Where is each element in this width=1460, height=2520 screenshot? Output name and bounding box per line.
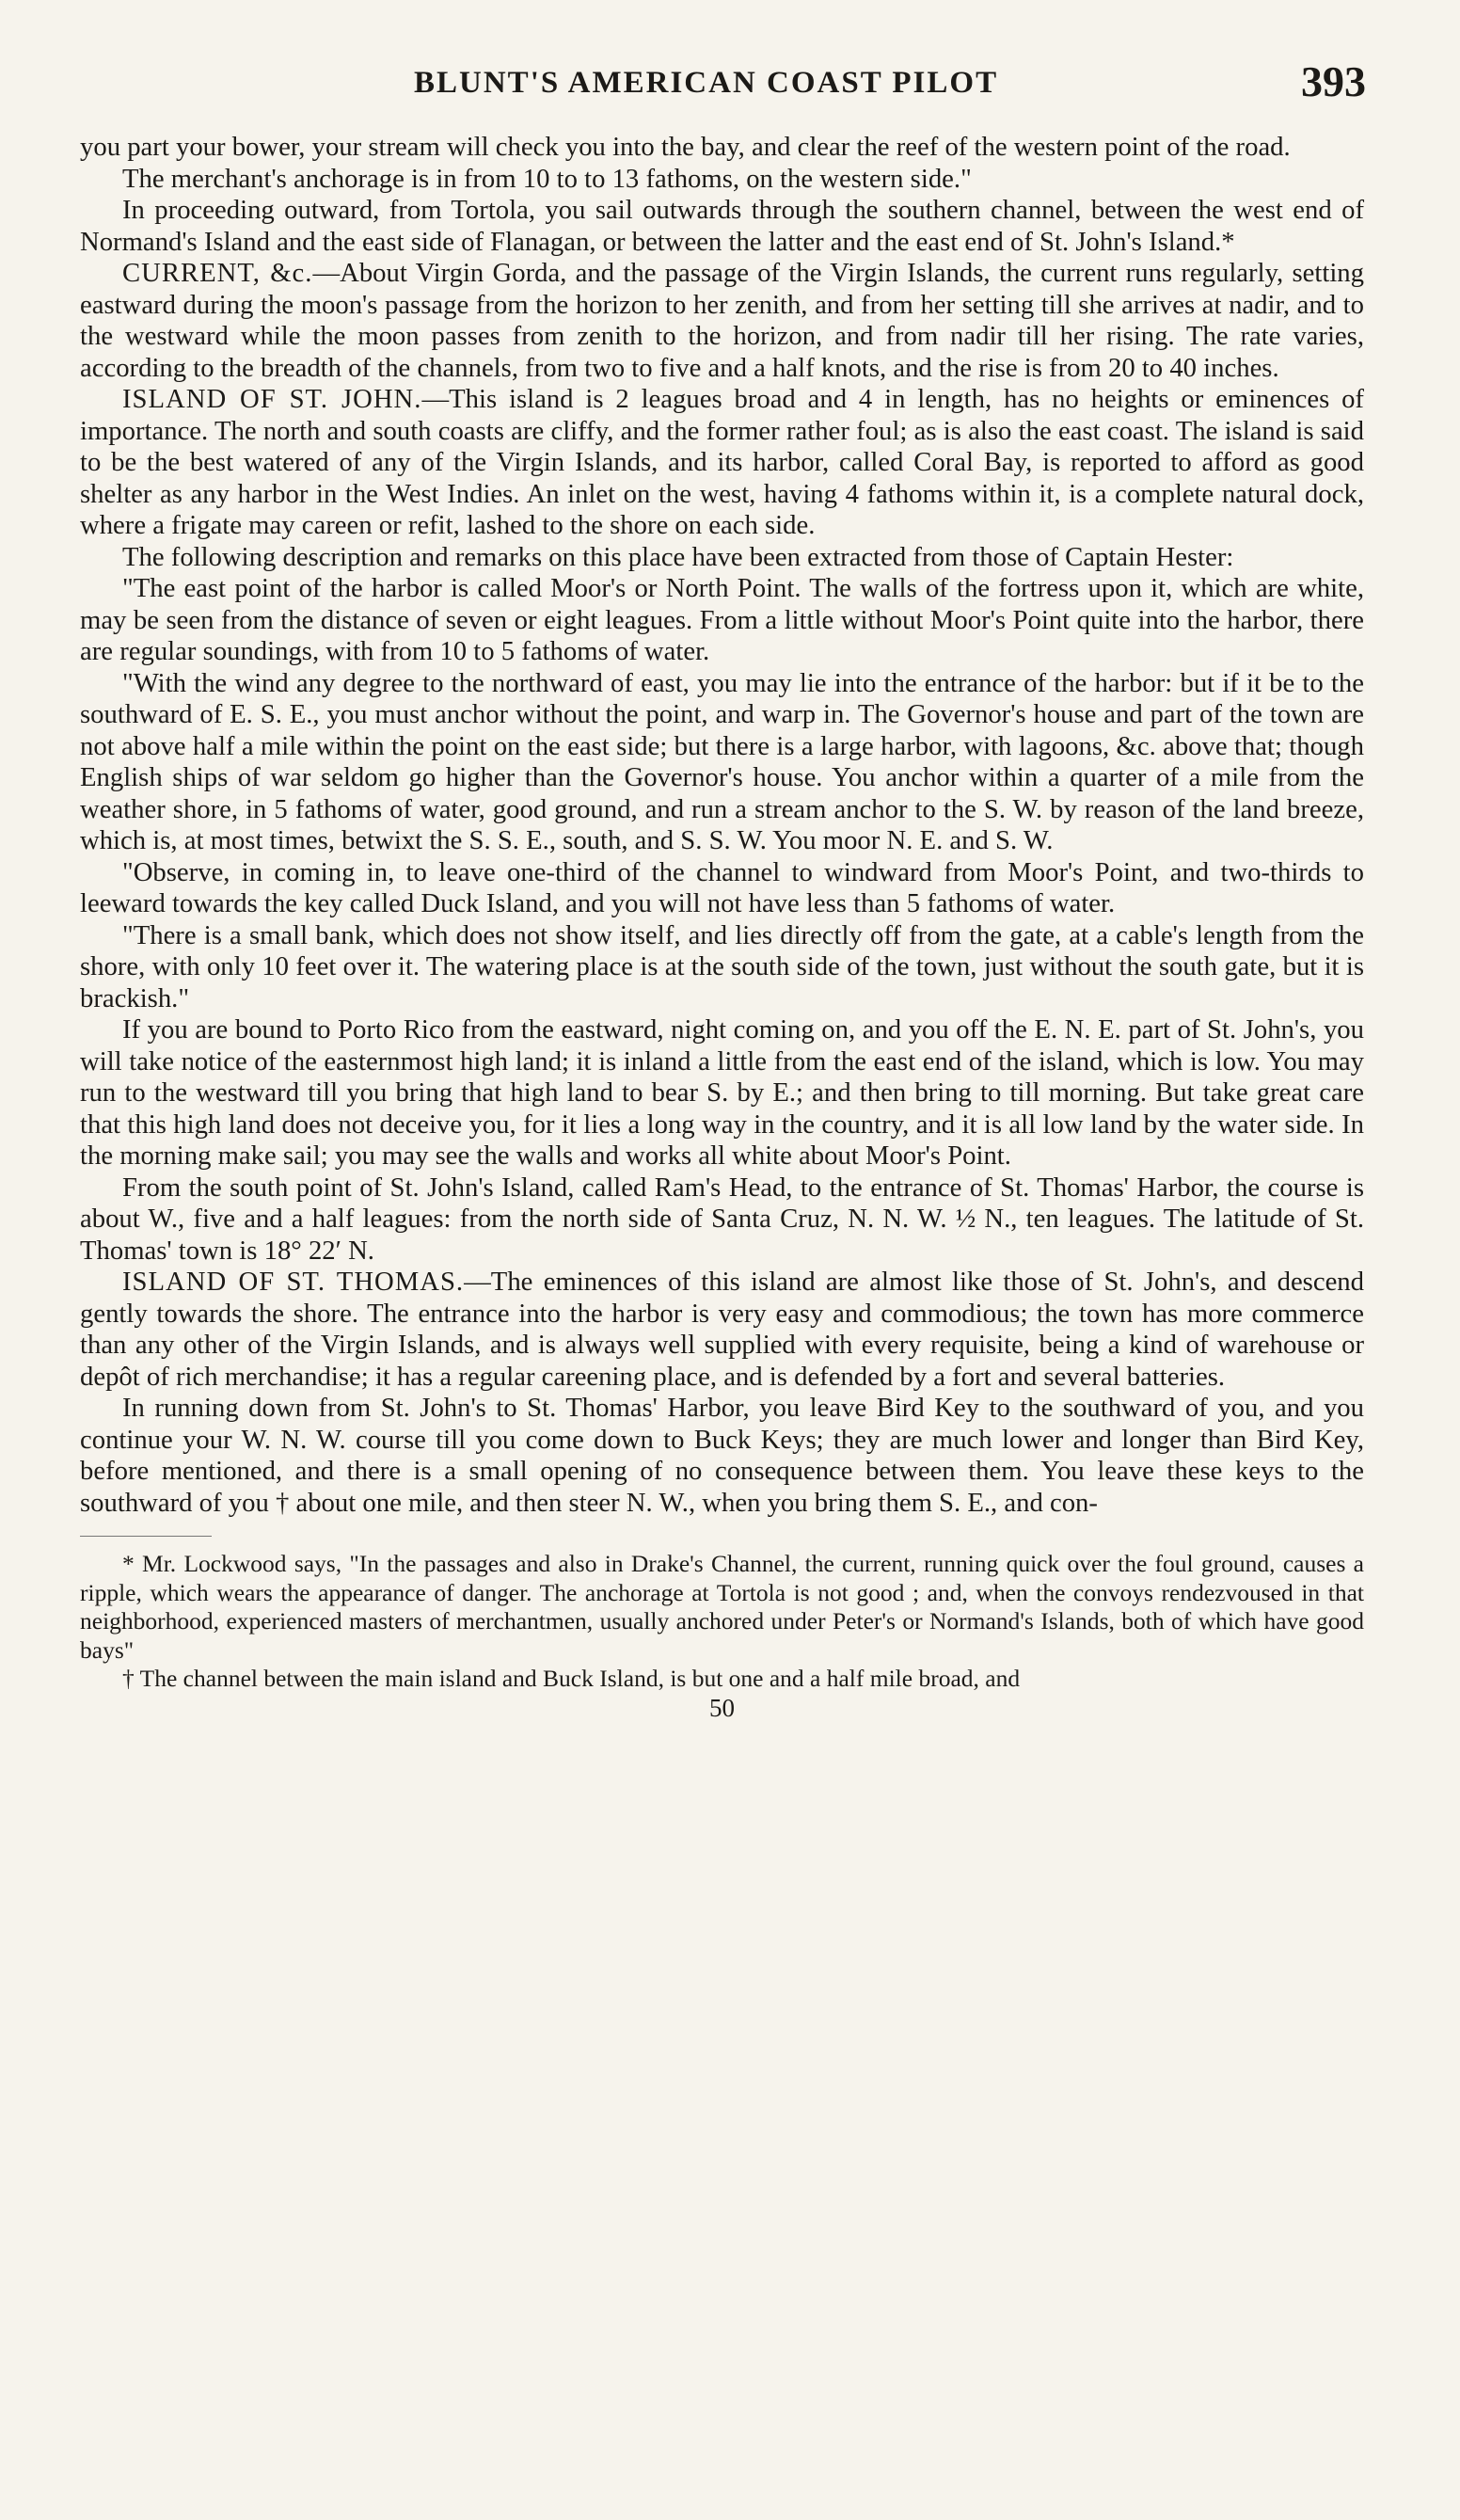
paragraph-text: From the south point of St. John's Island, called Ram's Head, to the entrance of St. Thomas' Harbor, the course is about W., five and a half leagues: from the north side of Santa Cruz, N. N. W. ½ N., ten leagues. The latitude of St. Thomas' town is 18° 22′ N. — [80, 1172, 1364, 1266]
paragraph-text: In proceeding outward, from Tortola, you sail outwards through the southern channel, between the west end of Normand's Island and the east side of Flanagan, or between the latter and the east end of St. John's Island.* — [80, 195, 1364, 257]
running-head: BLUNT'S AMERICAN COAST PILOT — [414, 66, 999, 100]
signature-mark: 50 — [709, 1693, 735, 1722]
paragraph — [80, 857, 1364, 920]
footnote-rule — [80, 1536, 212, 1537]
paragraph — [80, 668, 1364, 857]
paragraph — [80, 195, 1364, 258]
paragraph-text: The merchant's anchorage is in from 10 to to 13 fathoms, on the western side." — [122, 163, 972, 194]
paragraph-text: The following description and remarks on this place have been extracted from those of Captain Hester: — [122, 541, 1234, 572]
paragraph-text: If you are bound to Porto Rico from the eastward, night coming on, and you off the E. N. E. part of St. John's, you will take notice of the easternmost high land; it is inland a little from the east end of the island, which is low. You may run to the westward till you bring that high land to bear S. by E.; and then bring to till morning. But take great care that this high land does not deceive you, for it lies a long way in the country, and it is all low land by the water side. In the morning make sail; you may see the walls and works all white about Moor's Point. — [80, 1014, 1364, 1171]
paragraph — [80, 132, 1364, 164]
paragraph — [80, 920, 1364, 1015]
paragraph — [80, 1393, 1364, 1519]
paragraph-text: —The eminences of this island are almost like those of St. John's, and descend gently towards the shore. The entrance into the harbor is very easy and commodious; the town has more commerce than any other of the Virgin Islands, and is always well supplied with every requisite, being a kind of warehouse or depôt of rich merchandise; it has a regular careening place, and is defended by a fort and several batteries. — [80, 1267, 1364, 1392]
paragraph — [80, 1172, 1364, 1268]
paragraph-list — [80, 132, 1364, 1519]
section-heading: CURRENT, &c. — [122, 258, 313, 288]
paragraph-text: —This island is 2 leagues broad and 4 in length, has no heights or eminences of importance. The north and south coasts are cliffy, and the former rather foul; as is also the east coast. The island is said to be the best watered of any of the Virgin Islands, and its harbor, called Coral Bay, is reported to afford as good shelter as any harbor in the West Indies. An inlet on the west, having 4 fathoms within it, is a complete natural dock, where a frigate may careen or refit, lashed to the shore on each side. — [80, 384, 1364, 540]
paragraph — [80, 1267, 1364, 1393]
paragraph-text: you part your bower, your stream will check you into the bay, and clear the reef of the western point of the road. — [80, 132, 1291, 162]
paragraph-text: "With the wind any degree to the northward of east, you may lie into the entrance of the harbor: but if it be to the southward of E. S. E., you must anchor without the point, and warp in. The Governor's house and part of the town are not above half a mile within the point on the east side; but there is a large harbor, with lagoons, &c. above that; though English ships of war seldom go higher than the Governor's house. You anchor within a quarter of a mile from the weather shore, in 5 fathoms of water, good ground, and run a stream anchor to the S. W. by reason of the land breeze, which is, at most times, betwixt the S. S. E., south, and S. S. W. You moor N. E. and S. W. — [80, 667, 1364, 855]
paragraph — [80, 542, 1364, 574]
paragraph-text: "Observe, in coming in, to leave one-third of the channel to windward from Moor's Point, and two-thirds to leeward towards the key called Duck Island, and you will not have less than 5 fathoms of water. — [80, 856, 1364, 918]
paragraph-text: In running down from St. John's to St. Thomas' Harbor, you leave Bird Key to the southward of you, and you continue your W. N. W. course till you come down to Buck Keys; they are much lower and longer than Bird Key, before mentioned, and there is a small opening of no consequence between them. You leave these keys to the southward of you † about one mile, and then steer N. W., when you bring them S. E., and con- — [80, 1393, 1364, 1518]
footnotes — [80, 1550, 1364, 1694]
section-heading: ISLAND OF ST. THOMAS. — [122, 1267, 465, 1297]
page-header — [80, 56, 1366, 113]
footnote: † The channel between the main island and Buck Island, is but one and a half mile broad, and — [122, 1665, 1021, 1692]
paragraph — [80, 1014, 1364, 1172]
paragraph-text: —About Virgin Gorda, and the passage of the Virgin Islands, the current runs regularly, setting eastward during the moon's passage from the horizon to her zenith, and from her setting till she arrives at nadir, and to the westward while the moon passes from zenith to the horizon, and from nadir till her rising. The rate varies, according to the breadth of the channels, from two to five and a half knots, and the rise is from 20 to 40 inches. — [80, 258, 1364, 383]
page-number: 393 — [1301, 57, 1366, 105]
paragraph — [80, 258, 1364, 384]
footnote: * Mr. Lockwood says, "In the passages and also in Drake's Channel, the current, running quick over the foul ground, causes a ripple, which wears the appearance of danger. The anchorage at Tortola is not good ; and, when the convoys rendezvoused in that neighborhood, experienced masters of merchantmen, usually anchored under Peter's or Normand's Islands, both of which have good bays" — [80, 1550, 1364, 1664]
paragraph — [80, 384, 1364, 542]
paragraph-text: "The east point of the harbor is called Moor's or North Point. The walls of the fortress upon it, which are white, may be seen from the distance of seven or eight leagues. From a little without Moor's Point quite into the harbor, there are regular soundings, with from 10 to 5 fathoms of water. — [80, 573, 1364, 666]
paragraph — [80, 573, 1364, 668]
paragraph-text: "There is a small bank, which does not show itself, and lies directly off from the gate, at a cable's length from the shore, with only 10 feet over it. The watering place is at the south side of the town, just without the south gate, but it is brackish." — [80, 919, 1364, 1013]
section-heading: ISLAND OF ST. JOHN. — [122, 384, 422, 414]
main-text — [80, 132, 1364, 1722]
paragraph — [80, 164, 1364, 196]
